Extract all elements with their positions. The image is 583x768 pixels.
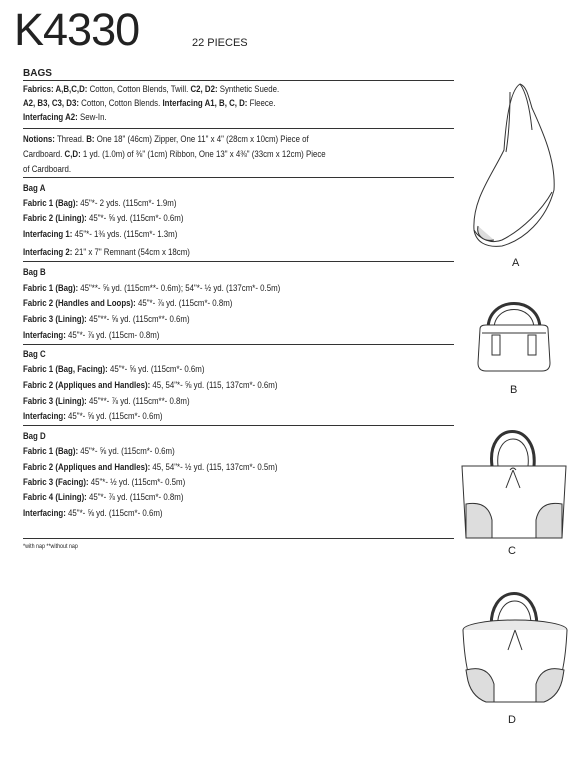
bag-heading: Bag B (23, 267, 46, 278)
yardage-row: Fabric 2 (Lining): 45"*- ⅝ yd. (115cm*- 0.6m) (23, 213, 184, 224)
divider (23, 261, 454, 262)
yardage-row: Fabric 3 (Lining): 45"**- ⅞ yd. (115cm**- 0.8m) (23, 396, 190, 407)
yardage-row: Interfacing: 45"*- ⅝ yd. (115cm*- 0.6m) (23, 411, 163, 422)
yardage-row: Fabric 1 (Bag): 45"*- 2 yds. (115cm*- 1.9m) (23, 198, 177, 209)
yardage-row: Fabric 2 (Appliques and Handles): 45, 54"*- ⅝ yd. (115, 137cm*- 0.6m) (23, 380, 278, 391)
divider (23, 538, 454, 539)
view-a-label: A (512, 257, 520, 269)
yardage-row: Fabric 4 (Lining): 45"*- ⅞ yd. (115cm*- 0.8m) (23, 492, 184, 503)
view-c-illustration (458, 420, 570, 544)
yardage-row: Fabric 1 (Bag, Facing): 45"*- ⅝ yd. (115cm*- 0.6m) (23, 364, 205, 375)
pattern-number: K4330 (14, 4, 140, 55)
divider (23, 128, 454, 129)
yardage-row: Interfacing: 45"*- ⅞ yd. (115cm- 0.8m) (23, 330, 160, 341)
view-b-illustration (474, 289, 554, 373)
yardage-row: Fabric 2 (Appliques and Handles): 45, 54"*- ½ yd. (115, 137cm*- 0.5m) (23, 462, 278, 473)
view-a-illustration (462, 80, 566, 252)
notions-line: Cardboard. C,D: 1 yd. (1.0m) of ⅜" (1cm) Ribbon, One 13" x 4⅜" (33cm x 12cm) Piece (23, 149, 326, 160)
bag-heading: Bag A (23, 183, 46, 194)
yardage-row: Fabric 1 (Bag): 45"*- ⅝ yd. (115cm*- 0.6m) (23, 446, 175, 457)
yardage-row: Interfacing 1: 45"*- 1⅜ yds. (115cm*- 1.3m) (23, 229, 178, 240)
view-b-label: B (510, 384, 518, 396)
nap-footnote: *with nap **without nap (23, 543, 78, 550)
divider (23, 80, 454, 81)
fabrics-line: Interfacing A2: Sew-In. (23, 112, 107, 123)
divider (23, 177, 454, 178)
divider (23, 344, 454, 345)
yardage-row: Fabric 2 (Handles and Loops): 45"*- ⅞ yd. (115cm*- 0.8m) (23, 298, 233, 309)
yardage-row: Fabric 1 (Bag): 45"**- ⅝ yd. (115cm**- 0.6m); 54"*- ½ yd. (137cm*- 0.5m) (23, 283, 281, 294)
yardage-row: Fabric 3 (Facing): 45"*- ½ yd. (115cm*- 0.5m) (23, 477, 186, 488)
notions-line: of Cardboard. (23, 164, 72, 175)
yardage-row: Interfacing 2: 21" x 7" Remnant (54cm x 18cm) (23, 247, 190, 258)
yardage-row: Interfacing: 45"*- ⅝ yd. (115cm*- 0.6m) (23, 508, 163, 519)
piece-count: 22 PIECES (192, 37, 248, 49)
bag-heading: Bag C (23, 349, 46, 360)
fabrics-line: Fabrics: A,B,C,D: Cotton, Cotton Blends, Twill. C2, D2: Synthetic Suede. (23, 84, 280, 95)
yardage-row: Fabric 3 (Lining): 45"**- ⅝ yd. (115cm**- 0.6m) (23, 314, 190, 325)
fabrics-line: A2, B3, C3, D3: Cotton, Cotton Blends. Interfacing A1, B, C, D: Fleece. (23, 98, 276, 109)
bag-heading: Bag D (23, 431, 46, 442)
view-d-illustration (458, 580, 572, 708)
view-c-label: C (508, 545, 516, 557)
divider (23, 425, 454, 426)
notions-line: Notions: Thread. B: One 18" (46cm) Zipper, One 11" x 4" (28cm x 10cm) Piece of (23, 134, 309, 145)
category-title: BAGS (23, 68, 52, 79)
view-d-label: D (508, 714, 516, 726)
